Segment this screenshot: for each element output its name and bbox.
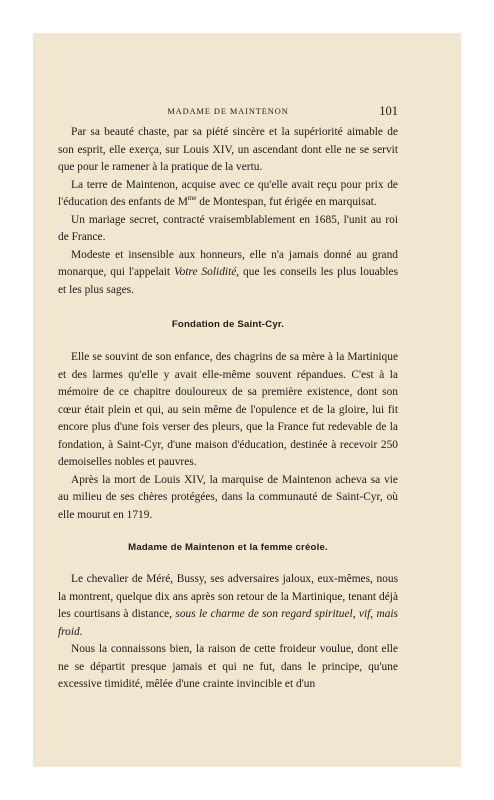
paragraph-2-text-a: La terre de Maintenon, acquise avec ce qu'elle avait reçu pour prix de l'éducation des enfants de M	[58, 178, 398, 208]
paragraph-3: Un mariage secret, contracté vraisemblablement en 1685, l'unit au roi de France.	[58, 213, 398, 243]
paragraph-5: Elle se souvint de son enfance, des chagrins de sa mère à la Martinique et des larmes qu'elle y avait elle-même souvent répandues. C'est à la mémoire de ce chapitre douloureux de sa première existence, dont son cœur était plein et qui, au sein même de l'opulence et de la gloire, lui fit encore plus d'une fois verser des pleurs, que la France fut redevable de la fondation, à Saint-Cyr, d'une maison d'éducation, destinée à recevoir 250 demoiselles nobles et pauvres.	[58, 351, 398, 468]
book-page	[58, 104, 398, 694]
paragraph-7-italic: sous le charme de son regard spirituel, vif, mais froid.	[58, 608, 398, 638]
paragraph-4-italic: Votre Solidité,	[173, 266, 240, 278]
paragraph-6: Après la mort de Louis XIV, la marquise de Maintenon acheva sa vie au milieu de ses chères protégées, dans la communauté de Saint-Cyr, où elle mourut en 1719.	[58, 473, 398, 521]
paragraph-2-text-b: de Montespan, fut érigée en marquisat.	[196, 196, 377, 208]
paragraph-8: Nous la connaissons bien, la raison de cette froideur voulue, dont elle ne se départit presque jamais et qui ne fut, dans le principe, qu'une excessive timidité, mêlée d'une crainte invincible et d'un	[58, 643, 398, 690]
paragraph-4-text-b: que les conseils les plus louables et les plus sages.	[58, 266, 398, 296]
paragraph-1: Par sa beauté chaste, par sa piété sincère et la supériorité aimable de son esprit, elle exerça, sur Louis XIV, un ascendant dont elle ne se servit que pour le ramener à la pratique de la vertu.	[58, 126, 398, 173]
page-number: 101	[379, 104, 398, 118]
paragraph-4	[58, 247, 398, 300]
running-title: MADAME DE MAINTENON	[167, 107, 289, 116]
paragraph-2-superscript: me	[187, 194, 197, 203]
running-header	[58, 104, 398, 118]
paragraph-7	[58, 571, 398, 641]
paragraph-2	[58, 177, 398, 212]
paragraph-7-text-a: Le chevalier de Méré, Bussy, ses adversaires jaloux, eux-mêmes, nous la montrent, quelque dix ans après son retour de la Martinique, tenant déjà les courtisans à distance,	[58, 573, 398, 620]
section-heading-femme-creole: Madame de Maintenon et la femme créole.	[128, 542, 328, 553]
paragraph-4-text-a: Modeste et insensible aux honneurs, elle n'a jamais donné au grand monarque, qui l'appelait	[58, 248, 398, 278]
section-heading-saint-cyr: Fondation de Saint-Cyr.	[171, 319, 285, 330]
